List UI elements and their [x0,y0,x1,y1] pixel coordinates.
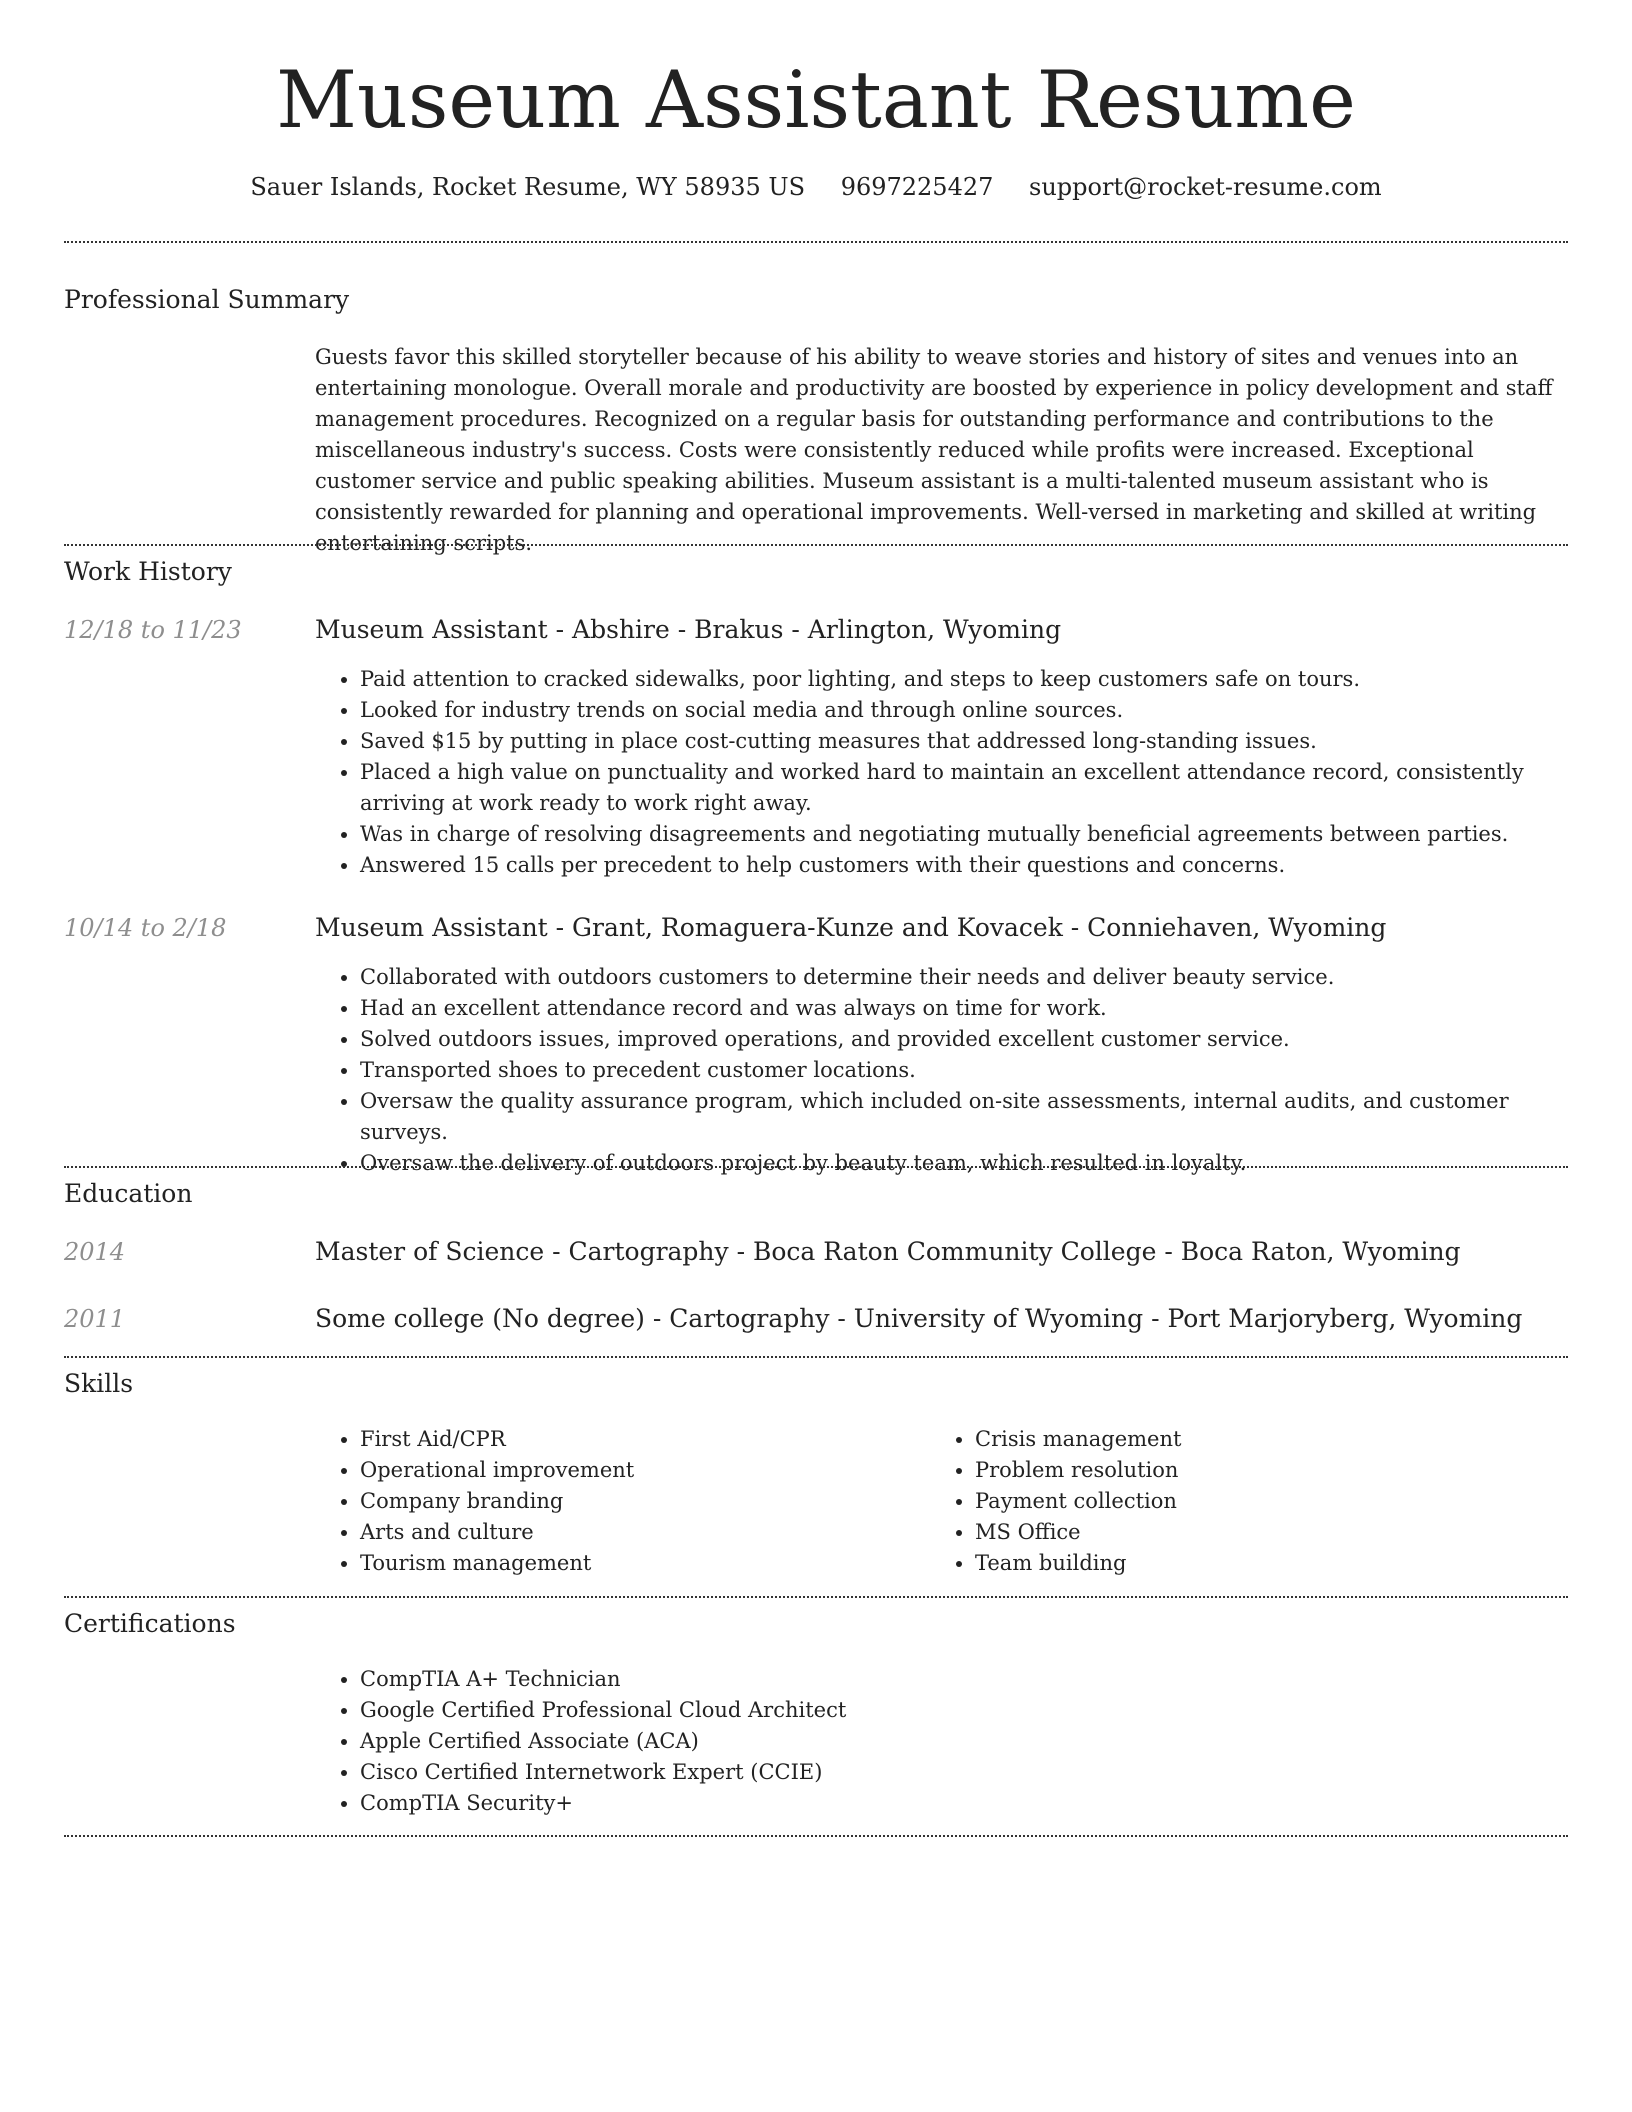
job-heading: Museum Assistant - Abshire - Brakus - Arlington, Wyoming [315,615,1062,644]
education-year: 2011 [64,1305,126,1333]
section-title-work: Work History [64,557,232,586]
job-heading: Museum Assistant - Grant, Romaguera-Kunze and Kovacek - Conniehaven, Wyoming [315,913,1387,942]
summary-text: Guests favor this skilled storyteller because of his ability to weave stories and history of sites and venues into an entertaining monologue. Overall morale and productivity are boosted by experience in policy development and staff management procedures. Recognized on a regular basis for outstanding performance and contributions to the miscellaneous industry's success. Costs were consistently reduced while profits were increased. Exceptional customer service and public speaking abilities. Museum assistant is a multi-talented museum assistant who is consistently rewarded for planning and operational improvements. Well-versed in marketing and skilled at writing entertaining scripts. [315,345,1553,555]
list-item: • CompTIA Security+ [360,1788,1360,1819]
list-item: • Placed a high value on punctuality and worked hard to maintain an excellent attendance record, consistently arriving at work ready to work right away. [360,757,1568,819]
field: Cartography [669,1304,830,1333]
list-item: • Problem resolution [975,1455,1535,1486]
divider [64,544,1568,546]
list-item: • Collaborated with outdoors customers to determine their needs and deliver beauty service. [360,962,1568,993]
list-item: • CompTIA A+ Technician [360,1664,1360,1695]
education-heading: Master of Science - Cartography - Boca Raton Community College - Boca Raton, Wyoming [315,1237,1461,1266]
list-item: • Arts and culture [360,1517,920,1548]
divider [64,1596,1568,1598]
list-item: • Answered 15 calls per precedent to help customers with their questions and concerns. [360,850,1568,881]
list-item: • First Aid/CPR [360,1424,920,1455]
list-item: • Oversaw the quality assurance program, which included on-site assessments, internal audits, and customer surveys. [360,1086,1568,1148]
list-item: • Was in charge of resolving disagreements and negotiating mutually beneficial agreements between parties. [360,819,1568,850]
school: University of Wyoming [853,1304,1144,1333]
phone: 9697225427 [840,173,994,201]
certifications-list [315,1664,1360,1819]
skills-list-right [930,1424,1535,1579]
list-item: • Saved $15 by putting in place cost-cutting measures that addressed long-standing issues. [360,726,1568,757]
list-item: • Cisco Certified Internetwork Expert (CCIE) [360,1757,1360,1788]
list-item: • Apple Certified Associate (ACA) [360,1726,1360,1757]
list-item: • Crisis management [975,1424,1535,1455]
degree: Master of Science [315,1237,545,1266]
job-bullets [315,664,1568,881]
skills-list-left [315,1424,920,1579]
list-item: • Looked for industry trends on social media and through online sources. [360,695,1568,726]
list-item: • Google Certified Professional Cloud Architect [360,1695,1360,1726]
section-title-certifications: Certifications [64,1609,236,1638]
list-item: • Operational improvement [360,1455,920,1486]
location: Port Marjoryberg, Wyoming [1167,1304,1523,1333]
location: Boca Raton, Wyoming [1180,1237,1461,1266]
divider [64,1835,1568,1837]
list-item: • Solved outdoors issues, improved operations, and provided excellent customer service. [360,1024,1568,1055]
list-item: • Company branding [360,1486,920,1517]
section-title-skills: Skills [64,1369,134,1398]
education-year: 2014 [64,1238,126,1266]
resume-title: Museum Assistant Resume [276,54,1356,146]
address: Sauer Islands, Rocket Resume, WY 58935 US [250,173,806,201]
job-dates: 10/14 to 2/18 [64,914,227,942]
list-item: • Transported shoes to precedent customer locations. [360,1055,1568,1086]
field: Cartography [568,1237,729,1266]
divider [64,241,1568,243]
list-item: • Tourism management [360,1548,920,1579]
job-dates: 12/18 to 11/23 [64,616,242,644]
list-item: • Oversaw the delivery of outdoors project by beauty team, which resulted in loyalty. [360,1148,1568,1179]
contact-line [0,170,1632,204]
list-item: • Team building [975,1548,1535,1579]
section-title-education: Education [64,1179,193,1208]
list-item: • Had an excellent attendance record and was always on time for work. [360,993,1568,1024]
school: Boca Raton Community College [753,1237,1157,1266]
list-item: • MS Office [975,1517,1535,1548]
divider [64,1166,1568,1168]
education-heading: Some college (No degree) - Cartography - University of Wyoming - Port Marjoryberg, Wyoming [315,1304,1523,1333]
divider [64,1356,1568,1358]
list-item: • Payment collection [975,1486,1535,1517]
degree: Some college (No degree) [315,1304,645,1333]
email: support@rocket-resume.com [1029,173,1382,201]
section-title-summary: Professional Summary [64,285,350,314]
job-bullets [315,962,1568,1179]
list-item: • Paid attention to cracked sidewalks, poor lighting, and steps to keep customers safe on tours. [360,664,1568,695]
